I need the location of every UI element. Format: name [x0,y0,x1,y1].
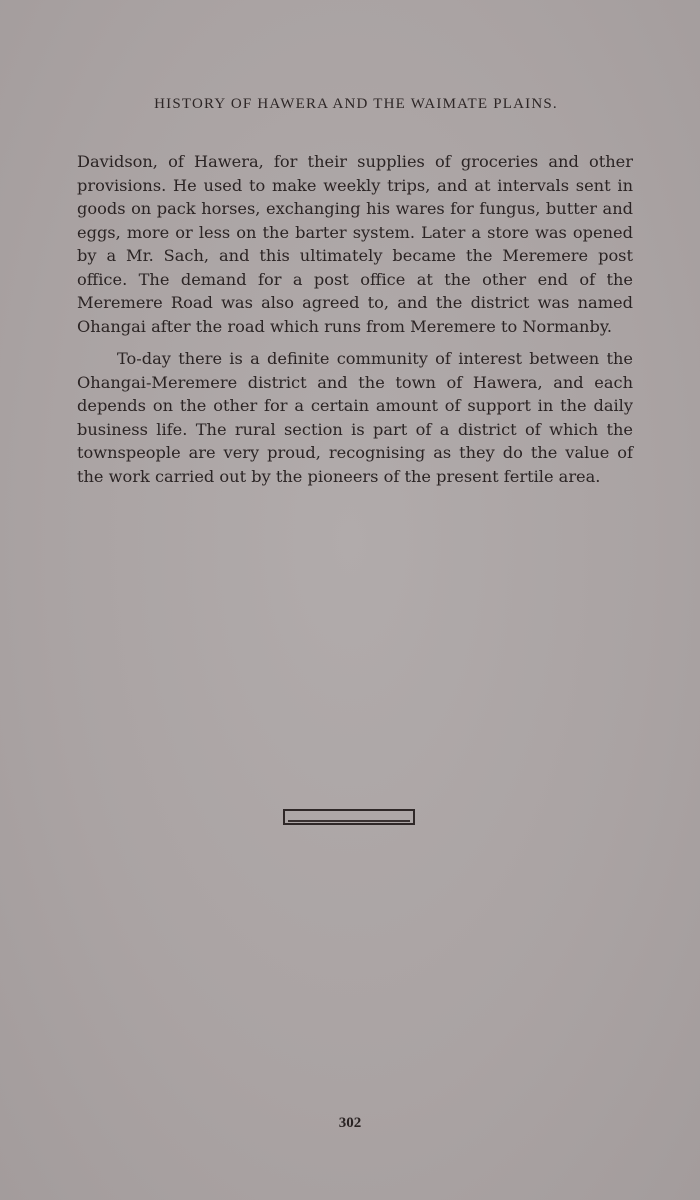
page-number: 302 [338,1115,362,1131]
body-text [77,150,633,488]
section-end-ornament [283,809,415,825]
paragraph-1: Davidson, of Hawera, for their supplies of groceries and other provisions. He used to make weekly trips, and at intervals sent in goods on pack horses, exchanging his wares for fungus, butter and eggs, more or less on the barter system. Later a store was opened by a Mr. Sach, and this ultimately became the Meremere post office. The demand for a post office at the other end of the Meremere Road was also agreed to, and the district was named Ohangai after the road which runs from Meremere to Normanby. [77,152,633,336]
running-head: HISTORY OF HAWERA AND THE WAIMATE PLAINS. [154,96,558,112]
paragraph-2: To-day there is a definite community of interest between the Ohangai-Meremere district and the town of Hawera, and each depends on the other for a certain amount of support in the daily business life. The rural section is part of a district of which the townspeople are very proud, recognising as they do the value of the work carried out by the pioneers of the present fertile area. [77,349,633,486]
